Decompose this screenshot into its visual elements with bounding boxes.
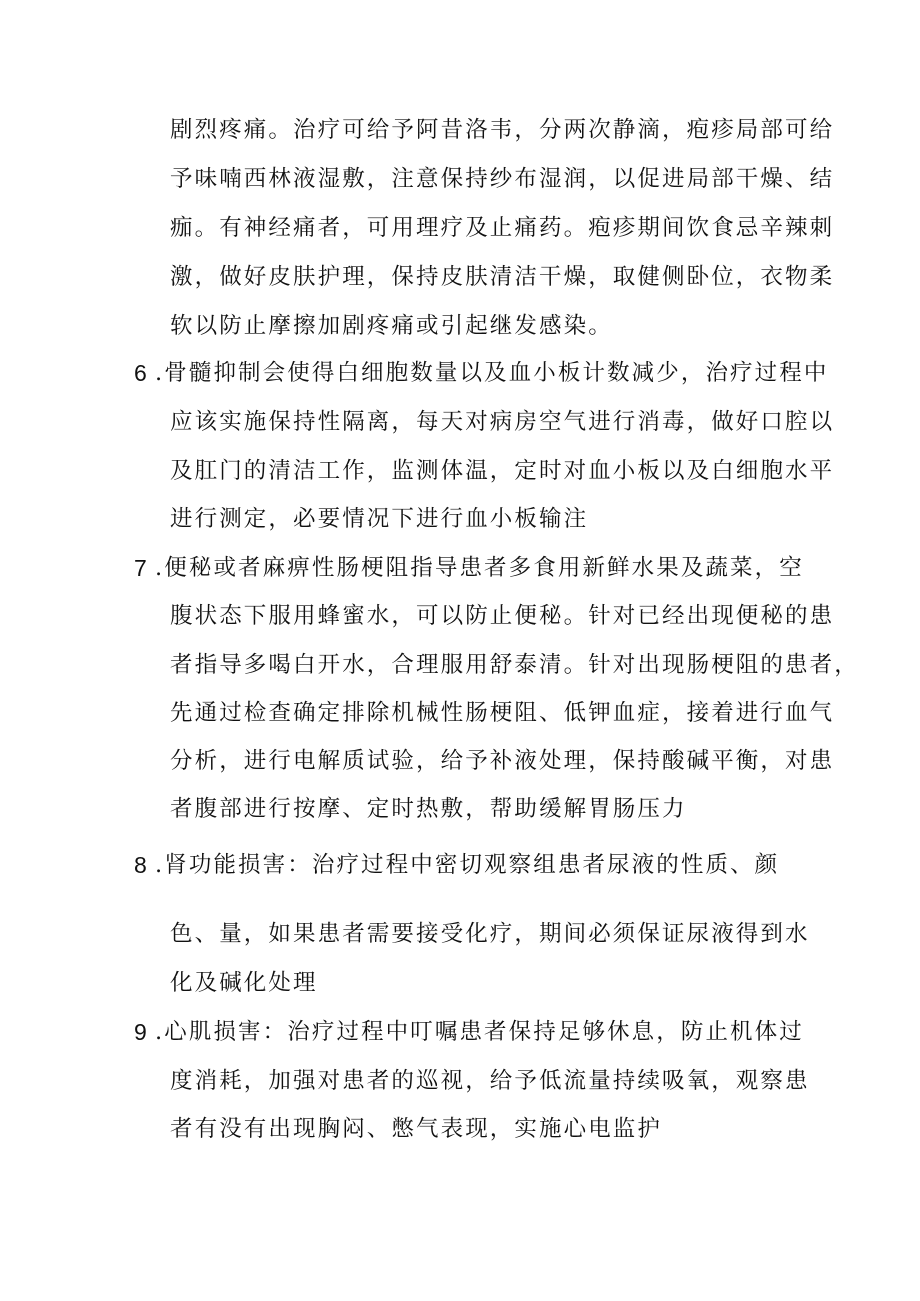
list-item-line: 及肛门的清洁工作，监测体温，定时对血小板以及白细胞水平 bbox=[170, 458, 835, 484]
paragraph-line: 痂。有神经痛者，可用理疗及止痛药。疱疹期间饮食忌辛辣刺 bbox=[170, 215, 835, 241]
list-item-line: 进行测定，必要情况下进行血小板输注 bbox=[170, 506, 589, 532]
list-item-line: 先通过检查确定排除机械性肠梗阻、低钾血症，接着进行血气 bbox=[170, 700, 835, 726]
list-item-line: 分析，进行电解质试验，给予补液处理，保持酸碱平衡，对患 bbox=[170, 748, 835, 774]
list-item-line: 者有没有出现胸闷、憋气表现，实施心电监护 bbox=[170, 1116, 663, 1142]
list-item-number: 9 bbox=[134, 1019, 147, 1045]
paragraph-line: 剧烈疼痛。治疗可给予阿昔洛韦，分两次静滴，疱疹局部可给 bbox=[170, 117, 835, 143]
list-item-line: 者指导多喝白开水，合理服用舒泰清。针对出现肠梗阻的患者， bbox=[170, 652, 859, 678]
list-item-line: 化及碱化处理 bbox=[170, 970, 318, 996]
list-item-line: .肾功能损害：治疗过程中密切观察组患者尿液的性质、颜 bbox=[155, 852, 780, 878]
list-item-line: 色、量，如果患者需要接受化疗，期间必须保证尿液得到水 bbox=[170, 921, 810, 947]
list-item-line: 腹状态下服用蜂蜜水，可以防止便秘。针对已经出现便秘的患 bbox=[170, 603, 835, 629]
list-item-number: 7 bbox=[134, 555, 147, 581]
list-item-line: 度消耗，加强对患者的巡视，给予低流量持续吸氧，观察患 bbox=[170, 1068, 810, 1094]
paragraph-line: 予味喃西林液湿敷，注意保持纱布湿润，以促进局部干燥、结 bbox=[170, 166, 835, 192]
list-item-number: 6 bbox=[134, 360, 147, 386]
paragraph-line: 软以防止摩擦加剧疼痛或引起继发感染。 bbox=[170, 313, 613, 339]
list-item-line: .心肌损害：治疗过程中叮嘱患者保持足够休息，防止机体过 bbox=[155, 1019, 804, 1045]
list-item-number: 8 bbox=[134, 852, 147, 878]
list-item-line: .便秘或者麻痹性肠梗阻指导患者多食用新鲜水果及蔬菜，空 bbox=[155, 555, 804, 581]
paragraph-line: 激，做好皮肤护理，保持皮肤清洁干燥，取健侧卧位，衣物柔 bbox=[170, 264, 835, 290]
list-item-line: .骨髓抑制会使得白细胞数量以及血小板计数减少，治疗过程中 bbox=[155, 360, 829, 386]
list-item-line: 应该实施保持性隔离，每天对病房空气进行消毒，做好口腔以 bbox=[170, 409, 835, 435]
list-item-line: 者腹部进行按摩、定时热敷，帮助缓解胃肠压力 bbox=[170, 796, 687, 822]
